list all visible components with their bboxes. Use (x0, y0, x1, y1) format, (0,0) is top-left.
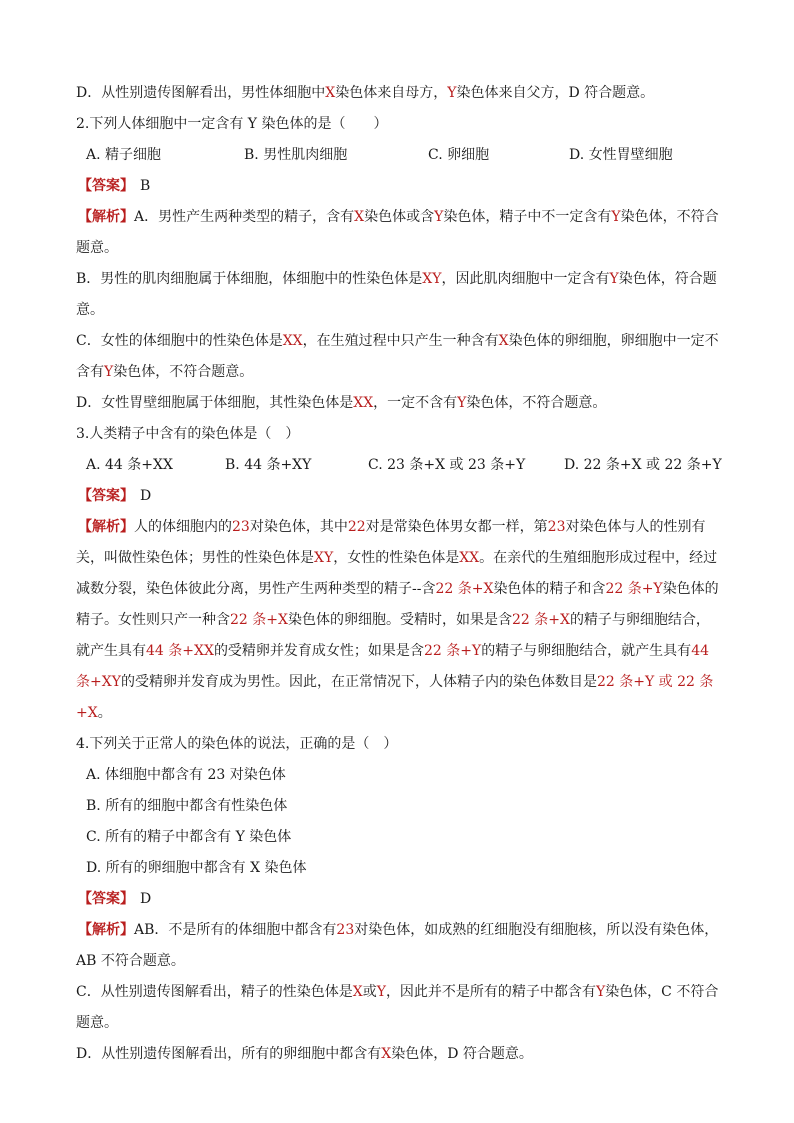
text: ，在生殖过程中只产生一种含有 (302, 333, 499, 349)
text: 染色体，符合题意。 (76, 271, 717, 318)
text: 染色体的卵细胞，卵细胞中一定不含有 (76, 333, 719, 380)
text-red: Y (595, 984, 606, 1000)
text: D．从性别遗传图解看出，所有的卵细胞中都含有 (76, 1046, 382, 1062)
question-3-analysis (76, 512, 722, 729)
text: 染色体来自父方，D 符合题意。 (456, 85, 655, 101)
text-red: Y (104, 364, 114, 380)
question-4-option-d: D. 所有的卵细胞中都含有 X 染色体 (86, 860, 307, 876)
question-2-analysis-c (76, 326, 722, 388)
text: 或 (362, 984, 377, 1000)
question-3-stem: 3.人类精子中含有的染色体是（ ） (76, 426, 300, 442)
text: D．从性别遗传图解看出，男性体细胞中 (76, 85, 326, 101)
text: A．男性产生两种类型的精子，含有 (134, 209, 355, 225)
option-c: C. 23 条+X 或 23 条+Y (368, 457, 526, 473)
answer-tag: 【答案】 (78, 178, 134, 194)
text: 染色体的精子和含 (493, 581, 606, 597)
question-2-answer (76, 171, 722, 202)
text: 染色体，精子中不一定含有 (443, 209, 612, 225)
text: ，女性的性染色体是 (333, 550, 460, 566)
text: 人的体细胞内的 (134, 519, 232, 535)
option-a: A. 44 条+XX (86, 457, 173, 473)
text: 对染色体，其中 (249, 519, 348, 535)
text: 染色体来自母方， (335, 85, 448, 101)
text-red: XX (353, 395, 374, 411)
text: 的受精卵并发育成为男性。因此，在正常情况下，人体精子内的染色体数目是 (120, 674, 597, 690)
text-red: X (498, 333, 509, 349)
question-4-analysis-c (76, 977, 722, 1039)
text: 的精子与卵细胞结合，就产生具有 (76, 612, 710, 659)
text-red: Y (434, 209, 444, 225)
question-3-answer (76, 481, 722, 512)
text: AB．不是所有的体细胞中都含有 (134, 922, 337, 938)
text-red: Y (376, 984, 386, 1000)
text: 对染色体，如成熟的红细胞没有细胞核，所以没有染色体，AB 不符合题意。 (76, 922, 719, 969)
text: D．女性胃壁细胞属于体细胞，其性染色体是 (76, 395, 354, 411)
answer-value: D (140, 488, 152, 504)
text-red: 22 条+X (230, 612, 288, 628)
text-red: 23 (232, 519, 250, 535)
document-content (76, 78, 722, 1070)
text: C．女性的体细胞中的性染色体是 (76, 333, 283, 349)
question-2-analysis-a (76, 202, 722, 264)
text-red: 44 条+XY (76, 643, 710, 690)
text-red: 22 (347, 519, 366, 535)
text-red: X (381, 1046, 392, 1062)
answer-tag: 【答案】 (78, 488, 134, 504)
question-4-option-a: A. 体细胞中都含有 23 对染色体 (86, 767, 286, 783)
answer-value: B (140, 178, 151, 194)
text-red: X (325, 85, 336, 101)
question-2-stem: 2.下列人体细胞中一定含有 Y 染色体的是（ ） (76, 116, 388, 132)
answer-tag: 【答案】 (78, 891, 134, 907)
question-4-analysis-d (76, 1039, 722, 1070)
text-red: 22 条+X (435, 581, 494, 597)
text-red: XX (459, 550, 480, 566)
question-3-options (76, 450, 722, 481)
text-red: XY (314, 550, 334, 566)
text: ，因此肌肉细胞中一定含有 (441, 271, 610, 287)
option-b: B. 男性肌肉细胞 (244, 147, 348, 163)
question-4-option-b: B. 所有的细胞中都含有性染色体 (86, 798, 288, 814)
text-red: 44 条+XX (146, 643, 214, 659)
text-red: 22 条+Y 或 22 条+X (76, 674, 714, 721)
text-red: 22 条+Y (605, 581, 663, 597)
text-red: XY (422, 271, 442, 287)
text: 的精子与卵细胞结合，就产生具有 (481, 643, 692, 659)
option-d: D. 女性胃壁细胞 (569, 147, 673, 163)
text: 对是常染色体男女都一样，第 (365, 519, 548, 535)
text: 染色体或含 (364, 209, 435, 225)
text: 染色体，C 不符合题意。 (76, 984, 719, 1031)
text-red: 22 条+Y (423, 643, 482, 659)
text: 。 (97, 705, 112, 721)
question-4-stem: 4.下列关于正常人的染色体的说法，正确的是（ ） (76, 736, 398, 752)
option-a: A. 精子细胞 (86, 147, 162, 163)
question-2-analysis-d (76, 388, 722, 419)
option-c: C. 卵细胞 (428, 147, 490, 163)
text: 染色体，不符合题意。 (466, 395, 607, 411)
text: 染色体的精子。女性则只产一种含 (76, 581, 719, 628)
text: 染色体，不符合题意。 (113, 364, 254, 380)
text: B．男性的肌肉细胞属于体细胞，体细胞中的性染色体是 (76, 271, 423, 287)
text: 染色体，不符合题意。 (76, 209, 719, 256)
text-red: 22 条+X (511, 612, 570, 628)
text-red: Y (609, 271, 619, 287)
question-4-option-c: C. 所有的精子中都含有 Y 染色体 (86, 829, 292, 845)
question-4-analysis-ab (76, 915, 722, 977)
text: 染色体，D 符合题意。 (391, 1046, 533, 1062)
text: C．从性别遗传图解看出，精子的性染色体是 (76, 984, 353, 1000)
text-red: XX (282, 333, 303, 349)
text-red: Y (457, 395, 467, 411)
text-red: Y (447, 85, 457, 101)
text: 的受精卵并发育成女性；如果是含 (213, 643, 424, 659)
analysis-tag: 【解析】 (78, 209, 134, 225)
text: ，一定不含有 (373, 395, 458, 411)
question-2-options (76, 140, 722, 171)
option-b: B. 44 条+XY (225, 457, 312, 473)
question-4-answer (76, 884, 722, 915)
text: 。在亲代的生殖细胞形成过程中，经过减数分裂，染色体彼此分离，男性产生两种类型的精子--含 (76, 550, 718, 597)
option-d: D. 22 条+X 或 22 条+Y (564, 457, 722, 473)
analysis-tag: 【解析】 (78, 922, 134, 938)
text-red: 23 (547, 519, 566, 535)
text: 对染色体与人的性别有关，叫做性染色体；男性的性染色体是 (76, 519, 706, 566)
text-red: 23 (336, 922, 355, 938)
text-red: Y (611, 209, 621, 225)
answer-value: D (140, 891, 152, 907)
text: 染色体的卵细胞。受精时，如果是含 (287, 612, 512, 628)
text: ，因此并不是所有的精子中都含有 (385, 984, 596, 1000)
text-red: X (354, 209, 365, 225)
analysis-tag: 【解析】 (78, 519, 134, 535)
prev-analysis-d (76, 78, 722, 109)
text-red: X (352, 984, 363, 1000)
question-2-analysis-b (76, 264, 722, 326)
